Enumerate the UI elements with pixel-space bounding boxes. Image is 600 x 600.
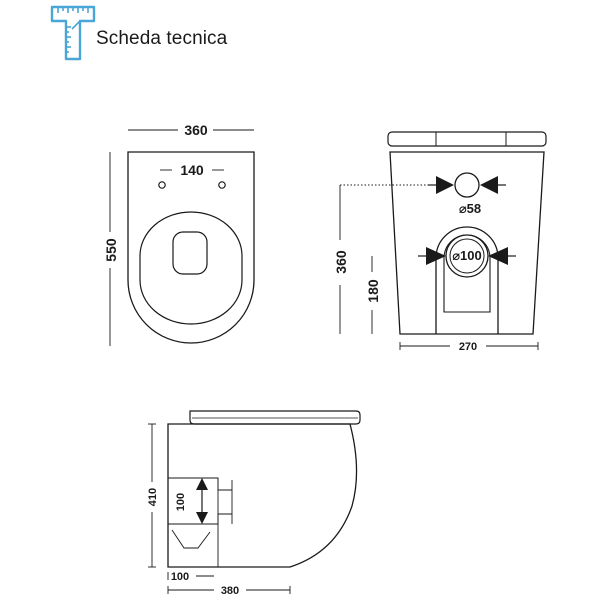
fixing-hole-left xyxy=(159,182,165,188)
outlet-diameter-dimension: ⌀100 xyxy=(452,248,482,263)
page-title: Scheda tecnica xyxy=(96,28,228,49)
front-view-drain xyxy=(173,232,207,274)
front-height-dimension: 550 xyxy=(103,238,119,262)
side-outlet-offset-dimension: 100 xyxy=(170,571,190,583)
fixing-hole-right xyxy=(219,182,225,188)
side-view-seat xyxy=(190,411,360,424)
inlet-diameter-dimension: ⌀58 xyxy=(458,201,482,216)
water-inlet xyxy=(455,173,479,197)
rear-view xyxy=(333,132,546,353)
rear-view-seat xyxy=(388,132,546,146)
side-height-dimension: 410 xyxy=(147,487,159,507)
outlet-height-dimension: 180 xyxy=(365,279,381,303)
front-width-dimension: 360 xyxy=(184,122,208,138)
side-view-body xyxy=(168,424,357,567)
side-outlet-size-dimension: 100 xyxy=(175,492,187,512)
rear-width-dimension: 270 xyxy=(458,341,478,353)
front-view-bowl-outline xyxy=(128,152,254,343)
side-depth-dimension: 380 xyxy=(220,585,240,597)
inlet-height-dimension: 360 xyxy=(333,250,349,274)
front-view xyxy=(103,122,254,346)
side-view xyxy=(147,411,360,597)
hole-spacing-dimension: 140 xyxy=(180,162,204,178)
front-view-inner-opening xyxy=(140,212,242,324)
